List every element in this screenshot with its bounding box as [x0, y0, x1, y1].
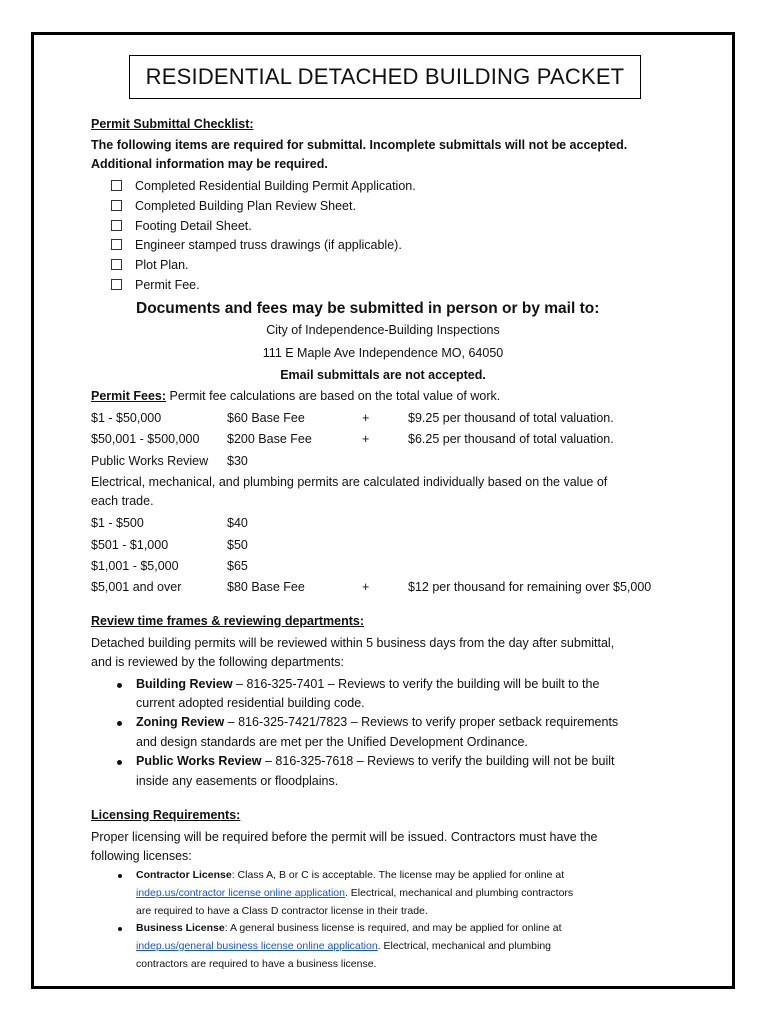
- checklist-intro-2: Additional information may be required.: [91, 157, 328, 171]
- bullet-icon: [118, 874, 122, 878]
- fee-base: $80 Base Fee: [227, 580, 305, 594]
- checklist-item: Footing Detail Sheet.: [111, 219, 252, 233]
- review-item-zoning-cont: and design standards are met per the Unified Development Ordinance.: [136, 735, 528, 749]
- fee-extra: $6.25 per thousand of total valuation.: [408, 432, 614, 446]
- business-license-cont-2: contractors are required to have a business license.: [136, 958, 377, 970]
- review-heading: Review time frames & reviewing departments:: [91, 614, 365, 628]
- review-item-building-cont: current adopted residential building code.: [136, 696, 365, 710]
- fee-range: $1 - $500: [91, 516, 144, 530]
- fee-base: $60 Base Fee: [227, 411, 305, 425]
- licensing-intro-1: Proper licensing will be required before the permit will be issued. Contractors must have the: [91, 830, 598, 844]
- bullet-icon: [117, 760, 122, 765]
- checklist-item: Completed Building Plan Review Sheet.: [111, 199, 356, 213]
- review-intro-1: Detached building permits will be reviewed within 5 business days from the day after submittal,: [91, 636, 615, 650]
- submit-address-1: City of Independence-Building Inspections: [266, 323, 500, 337]
- bullet-icon: [117, 683, 122, 688]
- contractor-license-cont-2: are required to have a Class D contractor license in their trade.: [136, 905, 428, 917]
- checkbox[interactable]: [111, 180, 122, 191]
- submit-address-2: 111 E Maple Ave Independence MO, 64050: [262, 346, 504, 360]
- contractor-license-cont: indep.us/contractor license online application. Electrical, mechanical and plumbing contractors: [136, 887, 574, 899]
- fee-plus: +: [362, 411, 370, 425]
- contractor-license: Contractor License: Class A, B or C is acceptable. The license may be applied for online at: [136, 869, 565, 881]
- checkbox[interactable]: [111, 259, 122, 270]
- fee-range: $5,001 and over: [91, 580, 182, 594]
- fee-extra: $9.25 per thousand of total valuation.: [408, 411, 614, 425]
- checkbox[interactable]: [111, 279, 122, 290]
- review-item-publicworks: Public Works Review – 816-325-7618 – Reviews to verify the building will not be built: [136, 754, 615, 768]
- fee-base: $40: [227, 516, 248, 530]
- checklist-heading: Permit Submittal Checklist:: [91, 117, 254, 131]
- fee-range: $1 - $50,000: [91, 411, 162, 425]
- checklist-item: Permit Fee.: [111, 278, 200, 292]
- checklist-item: Completed Residential Building Permit Application.: [111, 179, 416, 193]
- fee-range: $501 - $1,000: [91, 538, 169, 552]
- fee-base: $50: [227, 538, 248, 552]
- business-license-cont: indep.us/general business license online application. Electrical, mechanical and plumbing: [136, 940, 552, 952]
- fee-base: $30: [227, 454, 248, 468]
- fee-base: $200 Base Fee: [227, 432, 312, 446]
- review-item-building: Building Review – 816-325-7401 – Reviews to verify the building will be built to the: [136, 677, 600, 691]
- fees-intro: Permit Fees: Permit fee calculations are based on the total value of work.: [91, 389, 501, 403]
- checkbox[interactable]: [111, 220, 122, 231]
- fee-plus: +: [362, 580, 370, 594]
- fee-base: $65: [227, 559, 248, 573]
- business-license: Business License: A general business license is required, and may be applied for online at: [136, 922, 562, 934]
- checklist-intro-1: The following items are required for submittal. Incomplete submittals will not be accepted.: [91, 138, 628, 152]
- fee-range: $50,001 - $500,000: [91, 432, 200, 446]
- checkbox[interactable]: [111, 200, 122, 211]
- review-intro-2: and is reviewed by the following departments:: [91, 655, 344, 669]
- fee-extra: $12 per thousand for remaining over $5,000: [408, 580, 652, 594]
- licensing-intro-2: following licenses:: [91, 849, 192, 863]
- trade-note-2: each trade.: [91, 494, 154, 508]
- checkbox[interactable]: [111, 239, 122, 250]
- submit-heading: Documents and fees may be submitted in person or by mail to:: [136, 300, 600, 317]
- submit-note: Email submittals are not accepted.: [280, 368, 486, 382]
- business-license-link[interactable]: indep.us/general business license online application: [136, 940, 378, 952]
- fee-range: Public Works Review: [91, 454, 209, 468]
- bullet-icon: [118, 927, 122, 931]
- bullet-icon: [117, 721, 122, 726]
- licensing-heading: Licensing Requirements:: [91, 808, 241, 822]
- trade-note-1: Electrical, mechanical, and plumbing permits are calculated individually based on the value of: [91, 475, 608, 489]
- review-item-zoning: Zoning Review – 816-325-7421/7823 – Reviews to verify proper setback requirements: [136, 715, 619, 729]
- page-border: [31, 32, 735, 989]
- contractor-license-link[interactable]: indep.us/contractor license online application: [136, 887, 345, 899]
- checklist-item: Plot Plan.: [111, 258, 189, 272]
- page-title: RESIDENTIAL DETACHED BUILDING PACKET: [129, 55, 641, 99]
- checklist-item: Engineer stamped truss drawings (if applicable).: [111, 238, 402, 252]
- review-item-publicworks-cont: inside any easements or floodplains.: [136, 774, 339, 788]
- fee-range: $1,001 - $5,000: [91, 559, 179, 573]
- fee-plus: +: [362, 432, 370, 446]
